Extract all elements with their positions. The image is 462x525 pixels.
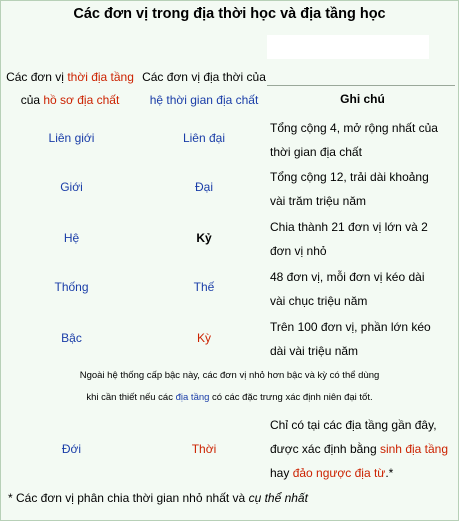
row-note-chron	[270, 413, 458, 485]
note-line: dài vài triệu năm	[270, 344, 359, 358]
note-line: Trên 100 đơn vị, phần lớn kéo	[270, 320, 431, 334]
geologic-record-link[interactable]: hồ sơ địa chất	[43, 93, 120, 107]
geo-unit-epoch[interactable]: Thế	[193, 280, 215, 294]
biostratigraphy-link[interactable]: sinh địa tầng	[379, 442, 449, 456]
middle-note-line1: Ngoài hệ thống cấp bậc này, các đơn vị nhỏ hơn bậc và kỳ có thể dùng	[79, 370, 380, 381]
footnote	[8, 489, 308, 507]
header-divider	[267, 85, 455, 86]
strat-unit-system[interactable]: Hệ	[63, 231, 80, 245]
geologic-time-scale-link[interactable]: hệ thời gian địa chất	[149, 93, 259, 107]
note-text: .*	[385, 466, 394, 480]
table-title: Các đơn vị trong địa thời học và địa tầng học	[73, 6, 386, 22]
header-col1-line1	[0, 66, 140, 88]
strat-unit-eonothem[interactable]: Liên giới	[48, 131, 95, 145]
geo-unit-age[interactable]: Kỳ	[196, 331, 211, 345]
row-note-eon	[270, 116, 458, 164]
geo-unit-era[interactable]: Đại	[194, 180, 213, 194]
header-col1-prefix: Các đơn vị	[6, 70, 68, 84]
note-line: Tổng cộng 12, trải dài khoảng	[270, 170, 429, 184]
strat-unit-zone[interactable]: Đới	[61, 442, 82, 456]
note-line: Chỉ có tại các địa tầng gần đây,	[270, 418, 437, 432]
geo-unit-eon[interactable]: Liên đại	[182, 131, 226, 145]
note-line	[270, 437, 458, 461]
note-line	[270, 461, 458, 485]
row-note-period	[270, 215, 458, 263]
header-col1-prefix2: của	[20, 93, 44, 107]
stratigraphy-link[interactable]: địa tầng	[175, 392, 210, 403]
strat-unit-stage[interactable]: Bậc	[61, 331, 82, 345]
header-col1-line2	[0, 89, 140, 111]
note-line: vài trăm triệu năm	[270, 194, 367, 208]
geo-unit-period: Kỷ	[196, 231, 212, 245]
note-line: Chia thành 21 đơn vị lớn và 2	[270, 220, 428, 234]
header-blank-box	[267, 35, 429, 59]
footnote-italic: cụ thể nhất	[248, 491, 308, 505]
note-text: hay	[270, 466, 293, 480]
note-line: đơn vị nhỏ	[270, 244, 327, 258]
strat-unit-series[interactable]: Thống	[54, 280, 89, 294]
header-col2-line1: Các đơn vị địa thời của	[142, 70, 266, 84]
geo-unit-chron[interactable]: Thời	[191, 442, 217, 456]
strat-unit-erathem[interactable]: Giới	[60, 180, 83, 194]
note-text: được xác định bằng	[270, 442, 380, 456]
note-line: Tổng cộng 4, mở rộng nhất của	[270, 121, 438, 135]
magnetostratigraphy-link[interactable]: đảo ngược địa từ	[292, 466, 386, 480]
chronostratigraphy-link[interactable]: thời địa tầng	[67, 70, 134, 84]
footnote-text: * Các đơn vị phân chia thời gian nhỏ nhất và	[8, 491, 249, 505]
middle-note-line2	[0, 390, 459, 406]
row-note-epoch	[270, 265, 458, 313]
middle-note-suffix: có các đặc trưng xác định niên đại tốt.	[209, 392, 373, 403]
note-line: vài chục triệu năm	[270, 294, 368, 308]
row-note-era	[270, 165, 458, 213]
middle-note-prefix: khi cần thiết nếu các	[86, 392, 176, 403]
note-line: thời gian địa chất	[270, 145, 362, 159]
header-col3: Ghi chú	[340, 92, 385, 106]
row-note-age	[270, 315, 458, 363]
note-line: 48 đơn vị, mỗi đơn vị kéo dài	[270, 270, 425, 284]
